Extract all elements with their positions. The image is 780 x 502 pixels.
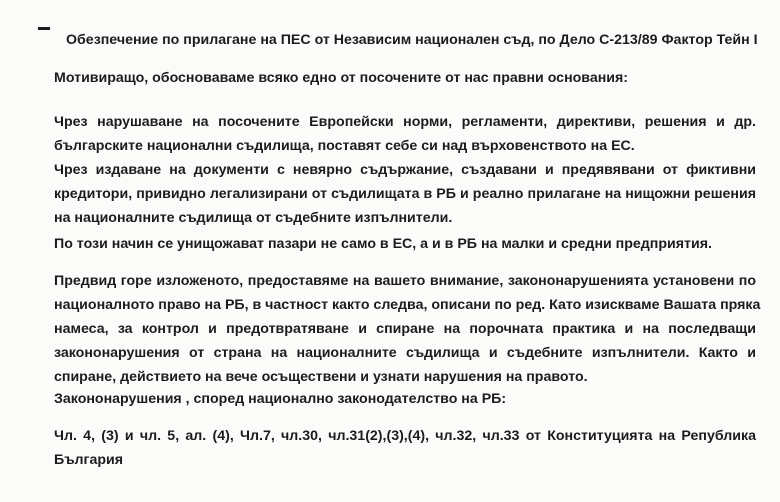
paragraph-line: Чрез нарушаване на посочените Европейски норми, регламенти, директиви, решения и др. bbox=[54, 114, 756, 130]
paragraph-line: на националните съдилища от съдебните изпълнители. bbox=[54, 210, 453, 226]
paragraph-line: спиране, действието на вече осъществени и узнати нарушения на правото. bbox=[54, 369, 588, 385]
paragraph-line: намеса, за контрол и предотвратяване и спиране на порочната практика и на последващи bbox=[54, 321, 756, 337]
paragraph-line: националното право на РБ, в частност както следва, описани по ред. Като изисквамe Вашата пряка bbox=[54, 297, 761, 313]
paragraph-false-documents bbox=[54, 158, 756, 230]
paragraph-intro: Мотивиращо, обосноваваме всяко едно от посочените от нас правни основания: bbox=[54, 70, 629, 86]
bullet-dash bbox=[38, 27, 50, 30]
paragraph-line: Чл. 4, (3) и чл. 5, ал. (4), Чл.7, чл.30, чл.31(2),(3),(4), чл.32, чл.33 от Конституцията на Република bbox=[54, 428, 756, 444]
paragraph-request bbox=[54, 269, 761, 389]
paragraph-constitution-articles bbox=[54, 424, 756, 472]
paragraph-line: закононарушения от страна на националните съдилища и съдебните изпълнители. Както и bbox=[54, 345, 756, 361]
paragraph-violation-norms bbox=[54, 110, 756, 158]
paragraph-line: Чрез издаване на документи с невярно съдържание, създавани и предявявани от фиктивни bbox=[54, 162, 756, 178]
paragraph-line: кредитори, привидно легализирани от съдилищата в РБ и реално прилагане на нищожни решения bbox=[54, 186, 756, 202]
paragraph-violations-heading: Закононарушения , според национално законодателство на РБ: bbox=[54, 391, 507, 407]
paragraph-line: Предвид горе изложеното, предоставяме на вашето внимание, закононарушенията установени по bbox=[54, 273, 756, 289]
paragraph-markets: По този начин се унищожават пазари не само в ЕС, а и в РБ на малки и средни предприятия. bbox=[54, 236, 712, 252]
paragraph-line: България bbox=[54, 452, 124, 468]
heading-item: Обезпечение по прилагане на ПЕС от Независим национален съд, по Дело С-213/89 Фактор Тейн I bbox=[66, 32, 758, 48]
paragraph-line: българските национални съдилища, поставят себе си над върховенството на ЕС. bbox=[54, 138, 635, 154]
